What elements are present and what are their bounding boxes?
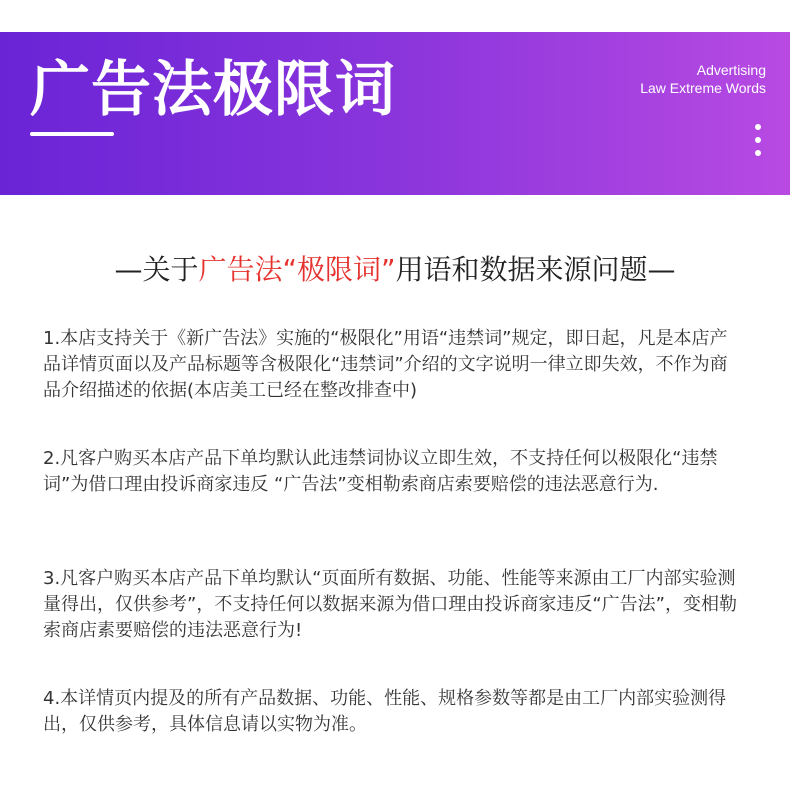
section-heading <box>0 248 790 292</box>
paragraph-4: 4.本详情页内提及的所有产品数据、功能、性能、规格参数等都是由工厂内部实验测得出，仅供参考，具体信息请以实物为准。 <box>43 688 727 735</box>
dot <box>755 124 761 130</box>
heading-prefix: —关于 <box>114 253 199 286</box>
title-underline <box>30 132 114 136</box>
heading-highlight: 广告法“极限词” <box>198 253 396 286</box>
paragraph-1: 1.本店支持关于《新广告法》实施的“极限化”用语“违禁词”规定，即日起，凡是本店产品详情页面以及产品标题等含极限化“违禁词”介绍的文字说明一律立即失效，不作为商品介绍描述的依据(本店美工已经在整改排查中) <box>43 328 728 401</box>
banner-english-subtitle <box>640 61 766 97</box>
vertical-dots-icon <box>755 124 761 163</box>
paragraph-3: 3.凡客户购买本店产品下单均默认“页面所有数据、功能、性能等来源由工厂内部实验测量得出，仅供参考”，不支持任何以数据来源为借口理由投诉商家违反“广告法”，变相勒索商店素要赔偿的违法恶意行为! <box>43 568 737 641</box>
dot <box>755 137 761 143</box>
heading-suffix: 用语和数据来源问题— <box>395 253 676 286</box>
header-banner <box>0 32 790 195</box>
english-line-2: Law Extreme Words <box>640 80 766 96</box>
paragraph-2: 2.凡客户购买本店产品下单均默认此违禁词协议立即生效，不支持任何以极限化“违禁词”为借口理由投诉商家违反 “广告法”变相勒索商店索要赔偿的违法恶意行为. <box>43 448 718 495</box>
banner-title: 广告法极限词 <box>30 55 396 125</box>
english-line-1: Advertising <box>696 62 766 78</box>
dot <box>755 150 761 156</box>
